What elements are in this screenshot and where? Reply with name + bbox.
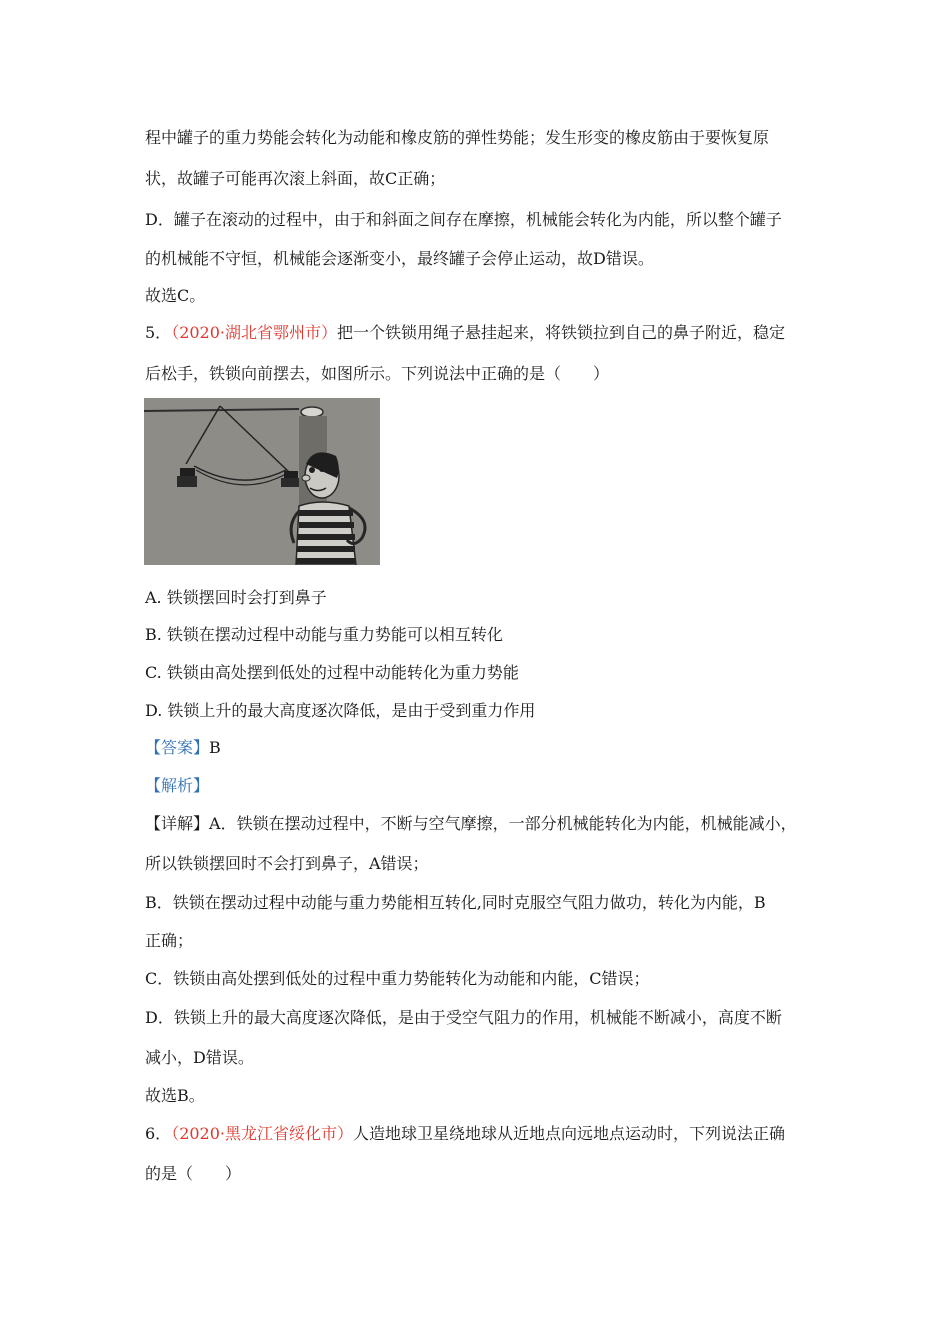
q6-stem-line-2: 的是（ ） — [145, 1164, 242, 1183]
prev-solution-line-1: 程中罐子的重力势能会转化为动能和橡皮筋的弹性势能；发生形变的橡皮筋由于要恢复原 — [145, 128, 770, 147]
q5-conclusion: 故选B。 — [145, 1086, 205, 1105]
prev-solution-line-3: D．罐子在滚动的过程中，由于和斜面之间存在摩擦，机械能会转化为内能，所以整个罐子 — [145, 210, 782, 229]
q5-detail-line-4: 正确； — [145, 931, 194, 950]
detail-text-1: A．铁锁在摆动过程中，不断与空气摩擦，一部分机械能转化为内能，机械能减小， — [209, 814, 797, 833]
q6-number: 6． — [145, 1124, 172, 1143]
q5-detail-line-2: 所以铁锁摆回时不会打到鼻子，A错误； — [145, 854, 429, 873]
q6-source: （2020·黑龙江省绥化市） — [171, 1124, 353, 1143]
prev-solution-line-4: 的机械能不守恒，机械能会逐渐变小，最终罐子会停止运动，故D错误。 — [145, 249, 654, 268]
q5-answer — [145, 737, 835, 759]
q5-detail-line-5: C．铁锁由高处摆到低处的过程中重力势能转化为动能和内能，C错误； — [145, 969, 650, 988]
q5-detail-line-6: D．铁锁上升的最大高度逐次降低，是由于受空气阻力的作用，机械能不断减小，高度不断 — [145, 1008, 782, 1027]
q5-analysis-tag — [145, 775, 835, 797]
q5-detail-line-1 — [145, 813, 835, 835]
q6-stem-text-1: 人造地球卫星绕地球从近地点向远地点运动时，下列说法正确 — [353, 1124, 786, 1143]
q5-option-a: A. 铁锁摆回时会打到鼻子 — [145, 588, 327, 607]
answer-value: B — [209, 738, 221, 757]
prev-conclusion: 故选C。 — [145, 286, 206, 305]
answer-tag: 【答案】 — [145, 738, 210, 757]
q5-option-b: B. 铁锁在摆动过程中动能与重力势能可以相互转化 — [145, 625, 503, 644]
q5-source: （2020·湖北省鄂州市） — [171, 323, 337, 342]
q5-detail-line-3: B．铁锁在摆动过程中动能与重力势能相互转化,同时克服空气阻力做功，转化为内能，B — [145, 893, 766, 912]
q5-detail-line-7: 减小，D错误。 — [145, 1048, 254, 1067]
q5-stem-text-1: 把一个铁锁用绳子悬挂起来，将铁锁拉到自己的鼻子附近，稳定 — [337, 323, 786, 342]
q6-stem-line-1 — [145, 1123, 835, 1145]
pendulum-illustration — [144, 398, 380, 565]
q5-stem-line-2: 后松手，铁锁向前摆去，如图所示。下列说法中正确的是（ ） — [145, 364, 610, 383]
q5-option-c: C. 铁锁由高处摆到低处的过程中动能转化为重力势能 — [145, 663, 519, 682]
pendulum-lock-figure — [144, 398, 380, 565]
prev-solution-line-2: 状，故罐子可能再次滚上斜面，故C正确； — [145, 169, 446, 188]
q5-option-d: D. 铁锁上升的最大高度逐次降低，是由于受到重力作用 — [145, 701, 536, 720]
analysis-tag: 【解析】 — [145, 776, 210, 795]
q5-stem-line-1 — [145, 322, 835, 344]
q5-number: 5． — [145, 323, 172, 342]
detail-tag: 【详解】 — [145, 814, 210, 833]
